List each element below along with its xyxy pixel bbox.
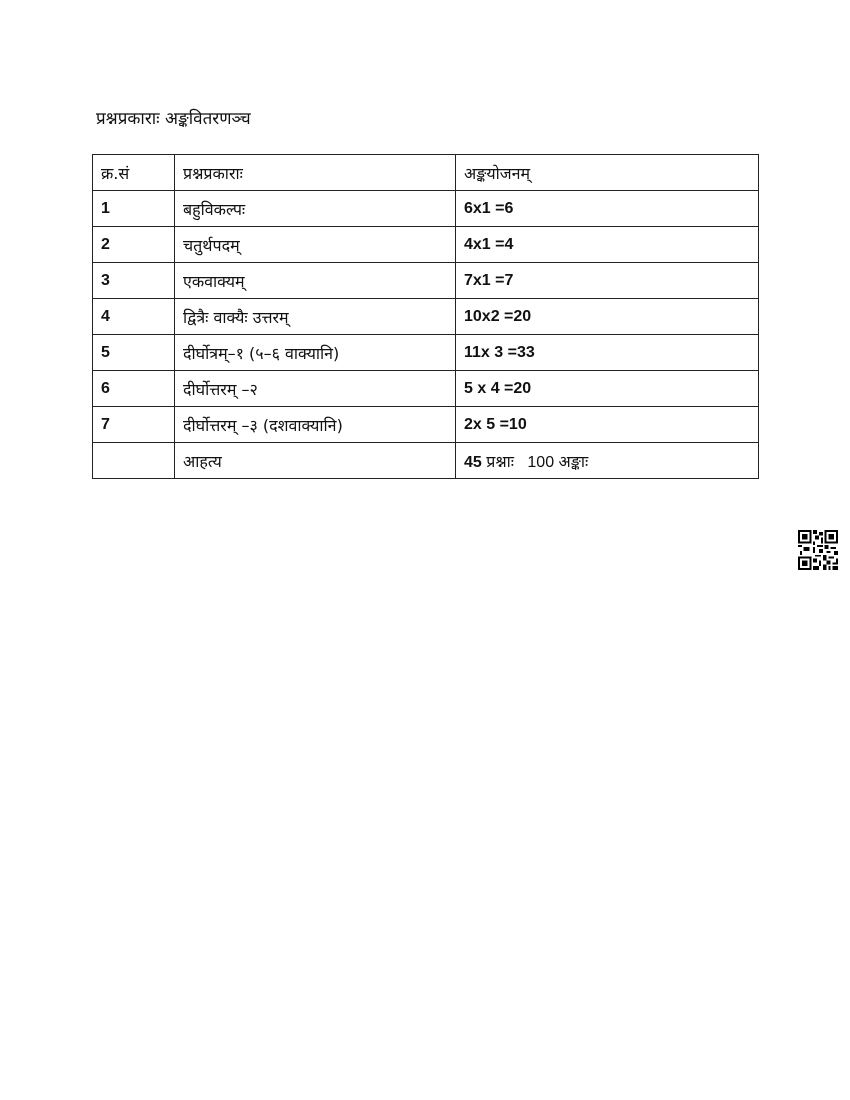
row-serial: 1 bbox=[93, 191, 175, 227]
row-question-type: दीर्घोत्रम्–१ (५–६ वाक्यानि) bbox=[175, 335, 456, 371]
row-marks: 2x 5 =10 bbox=[456, 407, 759, 443]
table-row bbox=[93, 299, 759, 335]
total-summary bbox=[456, 443, 759, 479]
total-marks-word: अङ्काः bbox=[558, 453, 589, 471]
total-serial bbox=[93, 443, 175, 479]
row-question-type: दीर्घोत्तरम् –३ (दशवाक्यानि) bbox=[175, 407, 456, 443]
row-question-type: एकवाक्यम् bbox=[175, 263, 456, 299]
table-row bbox=[93, 191, 759, 227]
row-serial: 5 bbox=[93, 335, 175, 371]
row-question-type: दीर्घोत्तरम् –२ bbox=[175, 371, 456, 407]
page-heading: प्रश्नप्रकाराः अङ्कवितरणञ्च bbox=[96, 109, 251, 129]
row-serial: 7 bbox=[93, 407, 175, 443]
row-serial: 3 bbox=[93, 263, 175, 299]
table-row bbox=[93, 407, 759, 443]
row-marks: 4x1 =4 bbox=[456, 227, 759, 263]
row-serial: 4 bbox=[93, 299, 175, 335]
row-question-type: चतुर्थपदम् bbox=[175, 227, 456, 263]
row-question-type: द्वित्रैः वाक्यैः उत्तरम् bbox=[175, 299, 456, 335]
row-serial: 2 bbox=[93, 227, 175, 263]
row-marks: 7x1 =7 bbox=[456, 263, 759, 299]
header-serial: क्र.सं bbox=[93, 155, 175, 191]
header-question-type: प्रश्नप्रकाराः bbox=[175, 155, 456, 191]
total-questions-word: प्रश्नाः bbox=[486, 453, 515, 471]
table-row bbox=[93, 227, 759, 263]
table-header-row bbox=[93, 155, 759, 191]
row-marks: 6x1 =6 bbox=[456, 191, 759, 227]
row-marks: 5 x 4 =20 bbox=[456, 371, 759, 407]
row-question-type: बहुविकल्पः bbox=[175, 191, 456, 227]
marks-distribution-table bbox=[92, 154, 759, 479]
row-serial: 6 bbox=[93, 371, 175, 407]
table-row bbox=[93, 263, 759, 299]
qr-code-icon bbox=[798, 530, 838, 570]
total-label: आहत्य bbox=[175, 443, 456, 479]
row-marks: 11x 3 =33 bbox=[456, 335, 759, 371]
total-questions: 45 bbox=[464, 453, 482, 471]
header-marks-scheme: अङ्कयोजनम् bbox=[456, 155, 759, 191]
total-marks: 100 bbox=[527, 453, 555, 471]
table-total-row bbox=[93, 443, 759, 479]
table-row bbox=[93, 371, 759, 407]
row-marks: 10x2 =20 bbox=[456, 299, 759, 335]
table-row bbox=[93, 335, 759, 371]
